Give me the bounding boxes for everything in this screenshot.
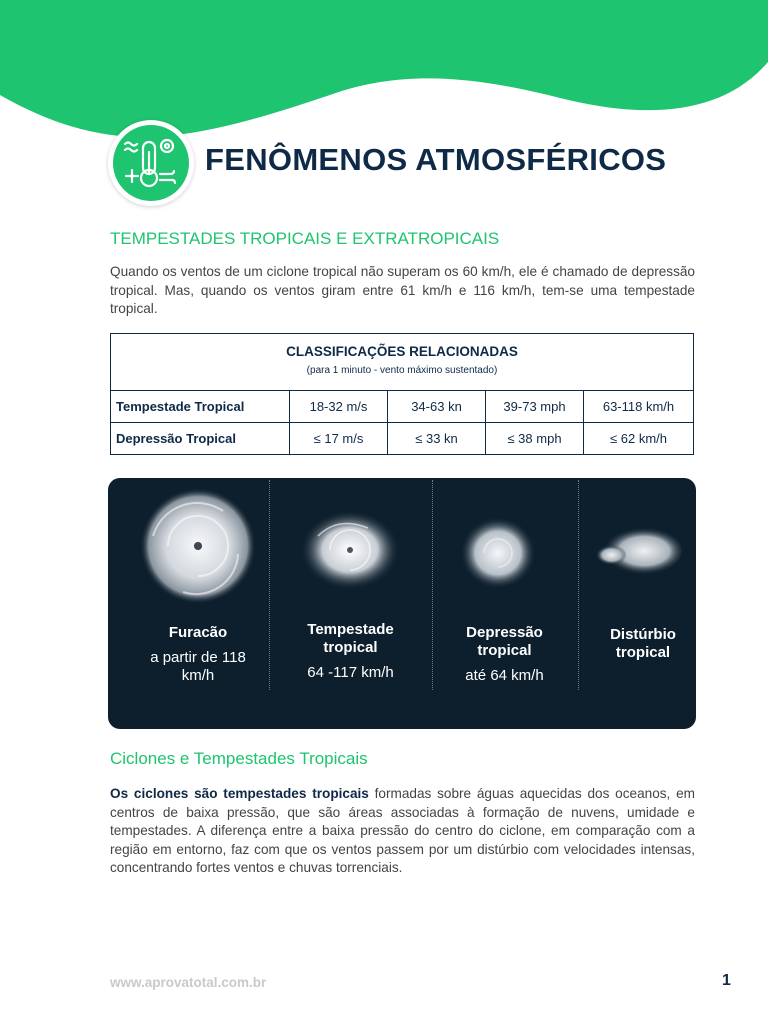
table-cell: 63-118 km/h [584, 391, 694, 423]
divider [269, 480, 270, 690]
hurricane-satellite-image [138, 484, 258, 604]
table-cell: ≤ 62 km/h [584, 423, 694, 455]
table-cell: 39-73 mph [486, 391, 584, 423]
divider [578, 480, 579, 690]
ciclones-text: formadas sobre águas aquecidas dos oceanos, em centros de baixa pressão, que são áreas associadas à formação de nuvens, umidade e tempestades. A diferença entre a baixa pressão do centro do ciclone, em comparação com a região em entorno, faz com que os ventos passem por um distúrbio com velocidades intensas, concentrando fortes ventos e chuvas torrenciais. [110, 786, 695, 875]
storm-speed-depressao: até 64 km/h [465, 667, 544, 684]
page-number: 1 [722, 972, 731, 989]
table-title: CLASSIFICAÇÕES RELACIONADAS [286, 344, 518, 359]
row-label: Tempestade Tropical [111, 391, 290, 423]
storm-types-panel [108, 478, 696, 729]
header-badge [108, 120, 194, 206]
storm-speed-tempestade: 64 -117 km/h [307, 664, 394, 681]
intro-paragraph: Quando os ventos de um ciclone tropical não superam os 60 km/h, ele é chamado de depressão tropical. Mas, quando os ventos giram entre 61 km/h e 116 km/h, tem-se uma tempestade tropical. [110, 264, 695, 316]
tropical-storm-satellite-image [298, 508, 403, 593]
table-header [111, 334, 694, 391]
tropical-depression-satellite-image [458, 516, 538, 591]
row-label: Depressão Tropical [111, 423, 290, 455]
storm-name-disturbio: Distúrbio tropical [610, 626, 676, 661]
ciclones-paragraph [110, 785, 695, 878]
section-title-tempestades: TEMPESTADES TROPICAIS E EXTRATROPICAIS [110, 229, 500, 248]
storm-name-furacao: Furacão [168, 624, 228, 641]
table-subtitle: (para 1 minuto - vento máximo sustentado) [306, 365, 498, 376]
table-row [111, 423, 694, 455]
table-cell: ≤ 33 kn [388, 423, 486, 455]
storm-speed-furacao: a partir de 118 km/h [150, 649, 246, 684]
page-title: FENÔMENOS ATMOSFÉRICOS [205, 142, 667, 177]
divider [432, 480, 433, 690]
storm-name-tempestade: Tempestade tropical [307, 621, 394, 656]
ciclones-bold-lead: Os ciclones são tempestades tropicais [110, 786, 369, 801]
section-title-ciclones: Ciclones e Tempestades Tropicais [110, 749, 368, 768]
table-row [111, 391, 694, 423]
table-cell: 18-32 m/s [290, 391, 388, 423]
table-cell: ≤ 38 mph [486, 423, 584, 455]
storm-name-depressao: Depressão tropical [466, 624, 543, 659]
table-cell: ≤ 17 m/s [290, 423, 388, 455]
thermometer-weather-icon [116, 128, 186, 198]
table-cell: 34-63 kn [388, 391, 486, 423]
footer-url[interactable]: www.aprovatotal.com.br [110, 975, 267, 990]
classification-table [110, 333, 694, 455]
tropical-disturbance-satellite-image [590, 523, 682, 578]
